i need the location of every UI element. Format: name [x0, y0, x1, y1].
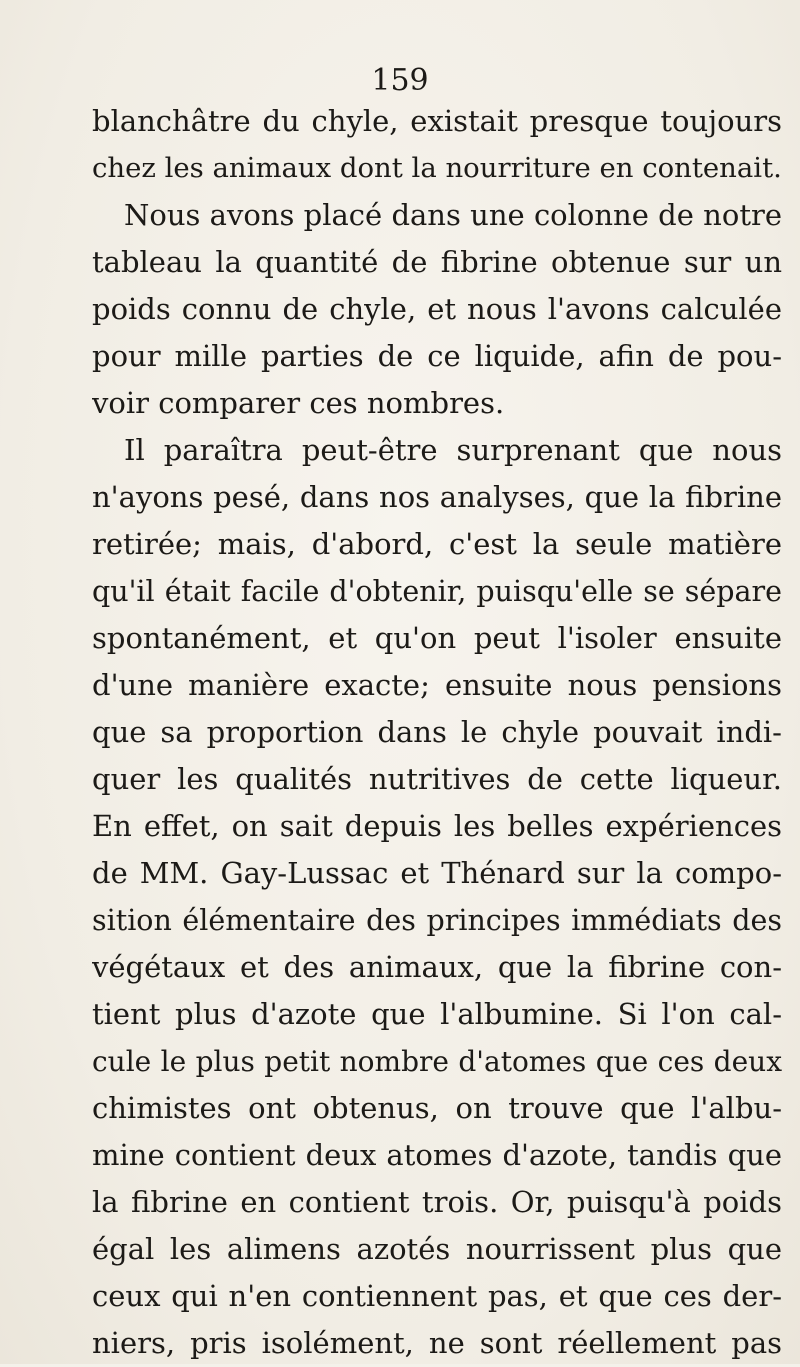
text-line: quer les qualités nutritives de cette liqueur.: [92, 762, 782, 796]
text-line: Il paraîtra peut-être surprenant que nous: [124, 433, 782, 467]
text-line: sition élémentaire des principes immédiats des: [92, 904, 782, 937]
text-line: voir comparer ces nombres.: [92, 386, 505, 420]
text-line: ceux qui n'en contiennent pas, et que ces der-: [92, 1279, 782, 1313]
text-line: mine contient deux atomes d'azote, tandis que: [92, 1138, 782, 1172]
text-line: spontanément, et qu'on peut l'isoler ensuite: [92, 621, 782, 655]
text-line: blanchâtre du chyle, existait presque toujours: [92, 104, 782, 138]
text-line: n'ayons pesé, dans nos analyses, que la fibrine: [92, 480, 782, 514]
text-line: que sa proportion dans le chyle pouvait indi-: [92, 715, 782, 749]
text-line: cule le plus petit nombre d'atomes que ces deux: [92, 1045, 782, 1078]
text-line: égal les alimens azotés nourrissent plus que: [92, 1232, 782, 1266]
text-line: En effet, on sait depuis les belles expériences: [92, 809, 782, 843]
page-number: 159: [371, 63, 429, 98]
text-line: chez les animaux dont la nourriture en contenait.: [92, 152, 782, 184]
text-line: chimistes ont obtenus, on trouve que l'albu-: [92, 1091, 782, 1125]
text-line: Nous avons placé dans une colonne de notre: [124, 198, 782, 232]
text-line: végétaux et des animaux, que la fibrine con-: [92, 950, 782, 984]
text-line: poids connu de chyle, et nous l'avons calculée: [92, 292, 782, 326]
text-line: la fibrine en contient trois. Or, puisqu'à poids: [92, 1185, 782, 1219]
text-line: retirée; mais, d'abord, c'est la seule matière: [92, 527, 782, 561]
text-line: de MM. Gay-Lussac et Thénard sur la compo-: [92, 856, 782, 890]
body-text: [92, 98, 782, 1367]
text-line: tableau la quantité de fibrine obtenue sur un: [92, 245, 782, 279]
text-line: niers, pris isolément, ne sont réellement pas: [92, 1326, 782, 1360]
text-line: qu'il était facile d'obtenir, puisqu'elle se sépare: [92, 575, 782, 608]
text-line: tient plus d'azote que l'albumine. Si l'on cal-: [92, 997, 782, 1031]
text-line: pour mille parties de ce liquide, afin de pou-: [92, 339, 782, 373]
text-line: d'une manière exacte; ensuite nous pensions: [92, 668, 782, 702]
